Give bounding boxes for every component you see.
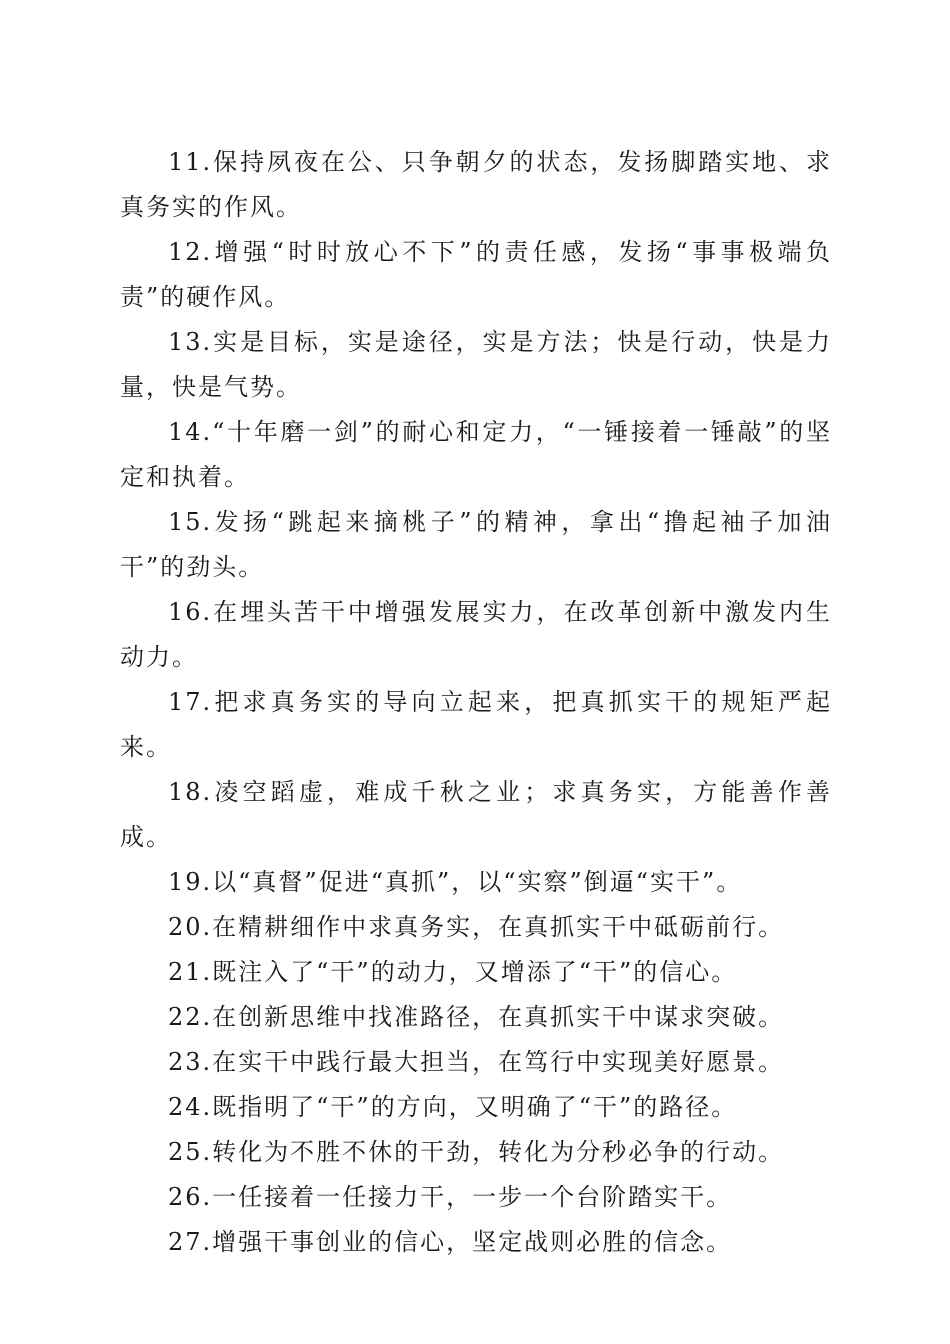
- list-item: 25.转化为不胜不休的干劲，转化为分秒必争的行动。: [168, 1138, 785, 1166]
- list-item: 20.在精耕细作中求真务实，在真抓实干中砥砺前行。: [168, 913, 785, 941]
- list-item: 16.在埋头苦干中增强发展实力，在改革创新中激发内生动力。: [120, 598, 832, 671]
- list-item: 26.一任接着一任接力干，一步一个台阶踏实干。: [168, 1183, 733, 1211]
- list-item: 22.在创新思维中找准路径，在真抓实干中谋求突破。: [168, 1003, 785, 1031]
- document-body: [120, 140, 832, 1265]
- list-item: 21.既注入了“干”的动力，又增添了“干”的信心。: [168, 958, 738, 986]
- list-item: 13.实是目标，实是途径，实是方法；快是行动，快是力量，快是气势。: [120, 328, 832, 401]
- list-item: 17.把求真务实的导向立起来，把真抓实干的规矩严起来。: [120, 688, 832, 761]
- list-item: 18.凌空蹈虚，难成千秋之业；求真务实，方能善作善成。: [120, 778, 832, 851]
- list-item: 11.保持夙夜在公、只争朝夕的状态，发扬脚踏实地、求真务实的作风。: [120, 148, 832, 221]
- list-item: 23.在实干中践行最大担当，在笃行中实现美好愿景。: [168, 1048, 785, 1076]
- list-item: 24.既指明了“干”的方向，又明确了“干”的路径。: [168, 1093, 738, 1121]
- list-item: 15.发扬“跳起来摘桃子”的精神，拿出“撸起袖子加油干”的劲头。: [120, 508, 832, 581]
- list-item: 27.增强干事创业的信心，坚定战则必胜的信念。: [168, 1228, 733, 1256]
- list-item: 14.“十年磨一剑”的耐心和定力，“一锤接着一锤敲”的坚定和执着。: [120, 418, 832, 491]
- list-item: 19.以“真督”促进“真抓”，以“实察”倒逼“实干”。: [168, 868, 743, 896]
- list-item: 12.增强“时时放心不下”的责任感，发扬“事事极端负责”的硬作风。: [120, 238, 832, 311]
